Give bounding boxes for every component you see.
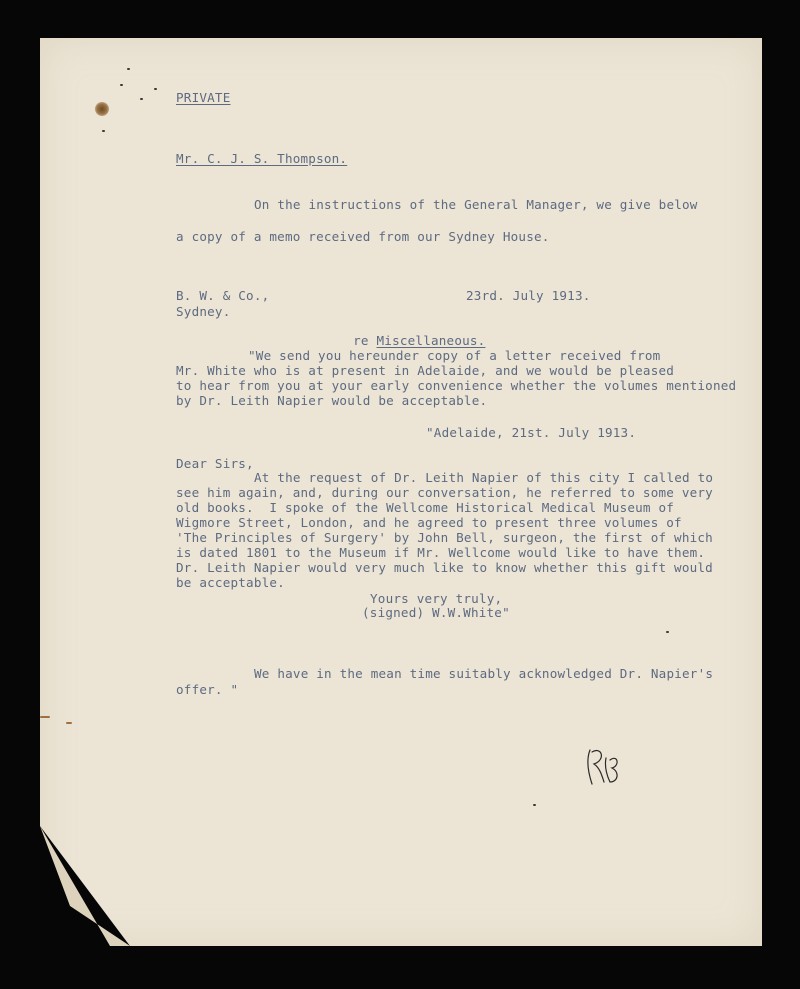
speck-mark [127,68,130,70]
letter-dateline: "Adelaide, 21st. July 1913. [426,425,637,440]
handwritten-initials [580,738,624,790]
memo-from: B. W. & Co., [176,288,270,303]
letter-sheet [40,38,762,946]
folded-corner [40,826,130,946]
closing: Yours very truly, [370,591,503,606]
speck-mark [666,631,669,633]
memo-re-prefix: re [353,333,369,348]
speck-mark [40,716,50,718]
memo-place: Sydney. [176,304,231,319]
letter-body-line: be acceptable. [176,575,285,590]
letter-body-line: 'The Principles of Surgery' by John Bell, surgeon, the first of which [176,530,713,545]
postscript-line: We have in the mean time suitably acknowledged Dr. Napier's [254,666,714,681]
letter-body-line: At the request of Dr. Leith Napier of this city I called to [254,470,714,485]
memo-body-line: to hear from you at your early convenience whether the volumes mentioned [176,378,737,393]
letter-body-line: Wigmore Street, London, and he agreed to present three volumes of [176,515,682,530]
speck-mark [154,88,157,90]
ink-stain [95,102,109,116]
intro-line: On the instructions of the General Manager, we give below [254,197,698,212]
memo-body-line: "We send you hereunder copy of a letter received from [248,348,661,363]
letter-body-line: see him again, and, during our conversation, he referred to some very [176,485,713,500]
speck-mark [140,98,143,100]
letter-body-line: is dated 1801 to the Museum if Mr. Wellcome would like to have them. [176,545,706,560]
salutation: Dear Sirs, [176,456,254,471]
speck-mark [533,804,536,806]
speck-mark [120,84,123,86]
memo-re-subject: Miscellaneous. [376,333,486,348]
letter-body-line: Dr. Leith Napier would very much like to know whether this gift would [176,560,713,575]
speck-mark [66,722,72,724]
speck-mark [102,130,105,132]
memo-body-line: Mr. White who is at present in Adelaide, and we would be pleased [176,363,675,378]
addressee: Mr. C. J. S. Thompson. [176,151,348,166]
document-heading: PRIVATE [176,90,231,105]
postscript-line: offer. " [176,682,239,697]
intro-line: a copy of a memo received from our Sydney House. [176,229,550,244]
memo-date: 23rd. July 1913. [466,288,591,303]
signed-line: (signed) W.W.White" [362,605,510,620]
letter-body-line: old books. I spoke of the Wellcome Historical Medical Museum of [176,500,675,515]
memo-body-line: by Dr. Leith Napier would be acceptable. [176,393,488,408]
